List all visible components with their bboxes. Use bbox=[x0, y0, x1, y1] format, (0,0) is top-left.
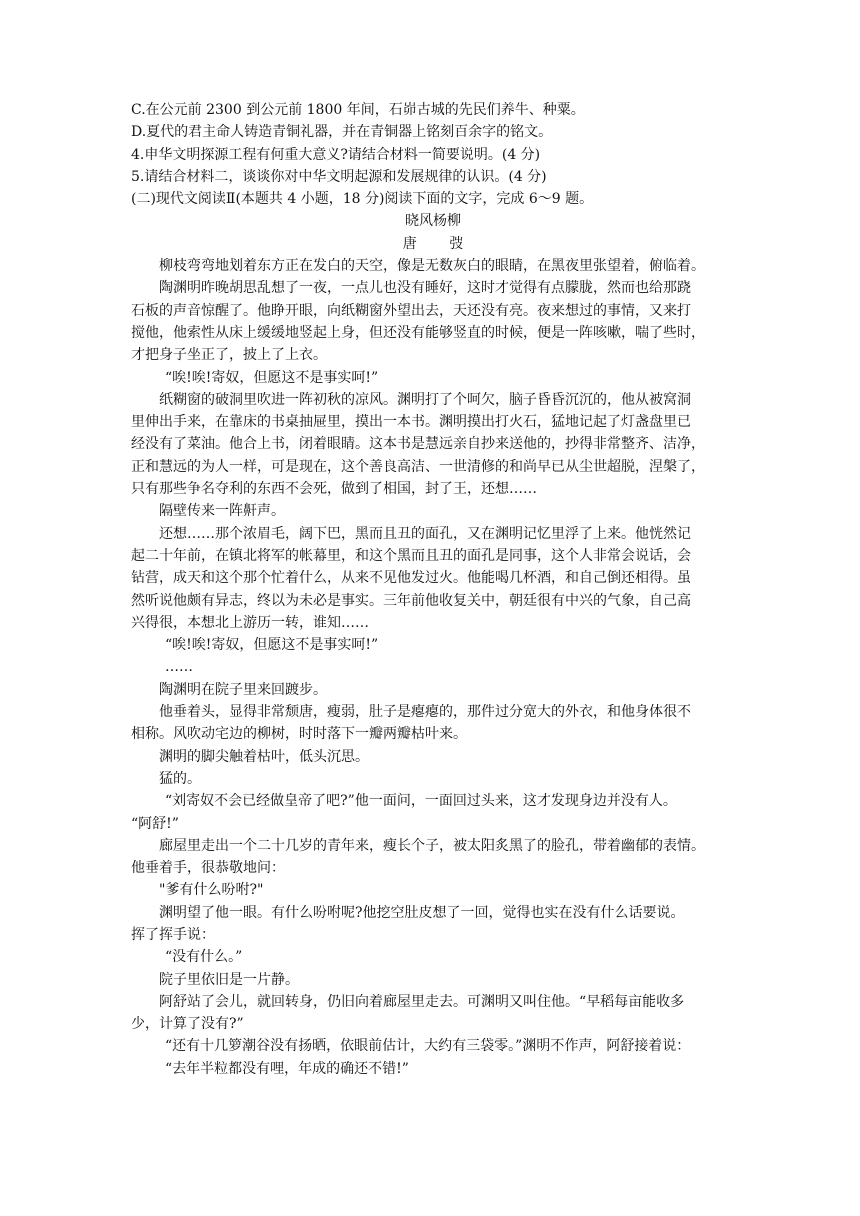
story-line: “唉!唉!寄奴，但愿这不是事实呵!” bbox=[165, 369, 379, 386]
story-line: 隔壁传来一阵鼾声。 bbox=[159, 503, 285, 520]
story-line: 猛的。 bbox=[159, 770, 201, 787]
story-line: “没有什么。” bbox=[165, 949, 243, 966]
story-line: 廊屋里走出一个二十几岁的青年来，瘦长个子，被太阳炙黑了的脸孔，带着幽郁的表情。 bbox=[159, 837, 705, 854]
story-line: 才把身子坐正了，披上了上衣。 bbox=[131, 347, 327, 364]
story-line: 渊明的脚尖触着枯叶，低头沉思。 bbox=[159, 748, 369, 765]
story-line: 起二十年前，在镇北将军的帐幕里，和这个黑而且丑的面孔是同事，这个人非常会说话，会 bbox=[131, 547, 691, 564]
option-d: D.夏代的君主命人铸造青铜礼器，并在青铜器上铭刻百余字的铭文。 bbox=[131, 124, 553, 141]
story-line: "爹有什么吩咐?" bbox=[159, 882, 264, 899]
story-line: 渊明望了他一眼。有什么吩咐呢?他挖空肚皮想了一回，觉得也实在没有什么话要说。 bbox=[159, 904, 685, 921]
story-line: 经没有了菜油。他合上书，闭着眼睛。这本书是慧远亲自抄来送他的，抄得非常整齐、洁净， bbox=[131, 436, 705, 453]
document-page bbox=[131, 99, 735, 1080]
story-line: 少，计算了没有?” bbox=[131, 1016, 244, 1033]
story-line: 里伸出手来，在靠床的书桌抽屉里，摸出一本书。渊明摸出打火石，猛地记起了灯盏盘里已 bbox=[131, 414, 691, 431]
story-line: 然听说他颇有异志，终以为未必是事实。三年前他收复关中，朝廷很有中兴的气象，自己高 bbox=[131, 592, 691, 609]
story-author: 唐 弢 bbox=[402, 235, 478, 252]
story-line: 石板的声音惊醒了。他睁开眼，向纸糊窗外望出去，天还没有亮。夜来想过的事情，又来打 bbox=[131, 302, 691, 319]
story-line: 挥了挥手说： bbox=[131, 926, 215, 943]
story-line: “唉!唉!寄奴，但愿这不是事实呵!” bbox=[165, 637, 379, 654]
story-line: 陶渊明昨晚胡思乱想了一夜，一点儿也没有睡好，这时才觉得有点朦胧，然而也给那跷 bbox=[159, 280, 691, 297]
story-line: 他垂着手，很恭敬地问： bbox=[131, 860, 285, 877]
story-line: 钻营，成天和这个那个忙着什么，从来不见他发过火。他能喝几杯酒，和自己倒还相得。虽 bbox=[131, 570, 691, 587]
story-line: 还想……那个浓眉毛，阔下巴，黑而且丑的面孔，又在渊明记忆里浮了上来。他恍然记 bbox=[159, 525, 691, 542]
story-line: 正和慧远的为人一样，可是现在，这个善良高洁、一世清修的和尚早已从尘世超脱，涅槃了， bbox=[131, 458, 705, 475]
story-line: 柳枝弯弯地划着东方正在发白的天空，像是无数灰白的眼睛，在黑夜里张望着，俯临着。 bbox=[159, 258, 705, 275]
story-title: 晓风杨柳 bbox=[405, 213, 461, 230]
story-line: 他垂着头，显得非常颓唐，瘦弱，肚子是瘪瘪的，那件过分宽大的外衣，和他身体很不 bbox=[159, 704, 691, 721]
story-line: 陶渊明在院子里来回踱步。 bbox=[159, 681, 327, 698]
story-line: 阿舒站了会儿，就回转身，仍旧向着廊屋里走去。可渊明又叫住他。“早稻每亩能收多 bbox=[159, 993, 685, 1010]
story-line: 只有那些争名夺利的东西不会死，做到了相国，封了王，还想…… bbox=[131, 481, 537, 498]
story-line: “还有十几箩潮谷没有扬晒，依眼前估计，大约有三袋零。”渊明不作声，阿舒接着说： bbox=[165, 1038, 691, 1055]
story-line: “刘寄奴不会已经做皇帝了吧?”他一面问，一面回过头来，这才发现身边并没有人。 bbox=[165, 793, 677, 810]
story-line: 搅他，他索性从床上缓缓地竖起上身，但还没有能够竖直的时候，便是一阵咳嗽，喘了些时， bbox=[131, 324, 705, 341]
story-line: “去年半粒都没有哩，年成的确还不错!” bbox=[165, 1060, 409, 1077]
story-line: 院子里依旧是一片静。 bbox=[159, 971, 299, 988]
question-5: 5.请结合材料二，谈谈你对中华文明起源和发展规律的认识。(4 分) bbox=[131, 168, 547, 185]
question-4: 4.申华文明探源工程有何重大意义?请结合材料一简要说明。(4 分) bbox=[131, 146, 541, 163]
story-line: …… bbox=[165, 659, 193, 676]
story-line: 纸糊窗的破洞里吹进一阵初秋的凉风。渊明打了个呵欠，脑子昏昏沉沉的，他从被窝洞 bbox=[159, 391, 691, 408]
section-heading: (二)现代文阅读Ⅱ(本题共 4 小题，18 分)阅读下面的文字，完成 6～9 题。 bbox=[131, 191, 594, 208]
option-c: C.在公元前 2300 到公元前 1800 年间，石峁古城的先民们养牛、种粟。 bbox=[131, 102, 585, 118]
story-line: 相称。风吹动宅边的柳树，时时落下一瓣两瓣枯叶来。 bbox=[131, 726, 467, 743]
story-line: “阿舒!” bbox=[131, 815, 179, 832]
story-line: 兴得很，本想北上游历一转，谁知…… bbox=[131, 614, 369, 631]
